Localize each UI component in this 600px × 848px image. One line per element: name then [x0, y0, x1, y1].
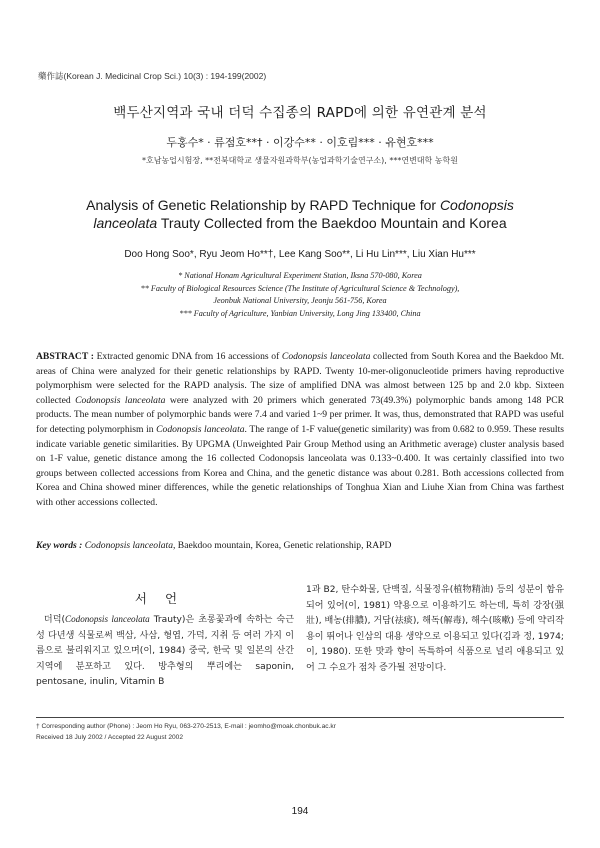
english-affiliations — [0, 270, 600, 320]
affiliation-line: Jeonbuk National University, Jeonju 561-756, Korea — [213, 296, 387, 306]
footnote — [36, 722, 564, 743]
species-name: Codonopsis lanceolata — [75, 394, 166, 406]
species-name: Codonopsis lanceolata — [65, 614, 150, 624]
abstract-text: collected from South Korea and the Baekdoo Mt. areas of China were analyzed for their genetic relationships by RAPD. Twenty 10-mer-oligonucleotide primers having reproductive polymorphism were selected for the RAPD analysis. The size of amplified DNA was almost between 125 bp and 2.0 kbp. Sixteen collected — [36, 351, 564, 406]
abstract-label: ABSTRACT : — [36, 351, 94, 362]
received-accepted-dates: Received 18 July 2002 / Accepted 22 August 2002 — [36, 733, 183, 741]
body-column-left — [36, 612, 294, 691]
abstract — [36, 350, 564, 511]
footnote-divider — [36, 717, 564, 718]
body-text: 더덕( — [43, 615, 66, 625]
species-name: Codonopsis lanceolata — [281, 351, 371, 362]
section-heading-introduction: 서언 — [134, 591, 196, 606]
affiliation-line: ** Faculty of Biological Resources Science (The Institute of Agricultural Science & Technology), — [140, 283, 460, 293]
abstract-text: Extracted genomic DNA from 16 accessions of — [93, 351, 282, 362]
korean-title: 백두산지역과 국내 더덕 수집종의 RAPD에 의한 유연관계 분석 — [113, 105, 487, 121]
keywords-text: Baekdoo mountain, Korea, Genetic relationship, RAPD — [175, 540, 392, 551]
species-name: Codonopsis lanceolata — [156, 423, 245, 435]
korean-affiliations: *호남농업시험장, **전북대학교 생물자원과학부(농업과학기술연구소), ***연변대학 농학원 — [142, 156, 458, 165]
english-title-post: Trauty Collected from the Baekdoo Mountain and Korea — [157, 214, 507, 231]
keywords-label: Key words : — [36, 540, 83, 551]
body-column-right: 1과 B2, 탄수화물, 단백질, 식물정유(植物精油) 등의 성분이 함유되어 있어(이, 1981) 약용으로 이용하기도 하는데, 특히 강장(强壯), 배농(排膿), 거담(祛痰), 해독(解毒), 해수(咳嗽) 등에 약리작용이 뛰어나 인삼의 대용 생약으로 이용되고 있다(김과 정, 1974; 이, 1980). 또한 맛과 향이 독특하여 식품으로 널리 애용되고 있어 그 수요가 점차 증가될 전망이다. — [306, 585, 564, 673]
english-authors: Doo Hong Soo*, Ryu Jeom Ho**†, Lee Kang Soo**, Li Hu Lin***, Liu Xian Hu*** — [124, 249, 476, 260]
english-title — [40, 197, 560, 232]
journal-header: 藥作誌(Korean J. Medicinal Crop Sci.) 10(3) : 194-199(2002) — [38, 71, 267, 81]
abstract-text: were analyzed with 20 primers which generated 73(49.3%) polymorphic bands among 148 PCR products. The mean number of polymorphic bands were 7.4 and varied 1~9 per primer. It was, thus, demonstrated that RAPD was useful for detecting polymorphism in — [36, 394, 565, 435]
body-text: Trauty)은 초롱꽃과에 속하는 숙근성 다년생 식물로써 백삼, 사삼, 형엽, 가덕, 지취 등 여러 가지 이름으로 불리워지고 있으며(이, 1984) 중국, 한국 및 일본의 산간지역에 분포하고 있다. 방추형의 뿌리에는 saponin, pentosane, inulin, Vitamin B — [36, 615, 294, 688]
corresponding-author: † Corresponding author (Phone) : Jeom Ho Ryu, 063-270-2513, E-mail : jeomho@moak.chonbuk.ac.kr — [36, 723, 336, 730]
keyword-species: Codonopsis lanceolata, — [84, 540, 176, 551]
page-number: 194 — [291, 806, 309, 817]
english-title-species: lanceolata — [93, 214, 158, 231]
english-title-genus: Codonopsis — [439, 197, 514, 213]
affiliation-line: * National Honam Agricultural Experiment Station, Iksna 570-080, Korea — [178, 271, 422, 280]
english-title-pre: Analysis of Genetic Relationship by RAPD Technique for — [86, 197, 440, 213]
abstract-text: . The range of 1-F value(genetic similarity) was from 0.682 to 0.959. These results indicate variable genetic similarities. By UPGMA (Unweighted Pair Group Method using an Arithmetic average) cluster analysis based on 1-F value, genetic distance among the 16 collected Codonopsis lanceolata was 0.133~0.400. It was certainly classified into two groups between collected accessions from Korea and China, and the genetic distance was about 0.281. Both accessions collected from Korea and China showed miner differences, while the genetic relationships of Tonghua Xian and Liuhe Xian from China was farthest with other accessions collected. — [36, 423, 564, 508]
korean-authors: 두홍수* · 류점호**† · 이강수** · 이호림*** · 유현호*** — [166, 136, 434, 149]
affiliation-line: *** Faculty of Agriculture, Yanbian University, Long Jing 133400, China — [179, 308, 421, 318]
keywords — [36, 540, 564, 551]
